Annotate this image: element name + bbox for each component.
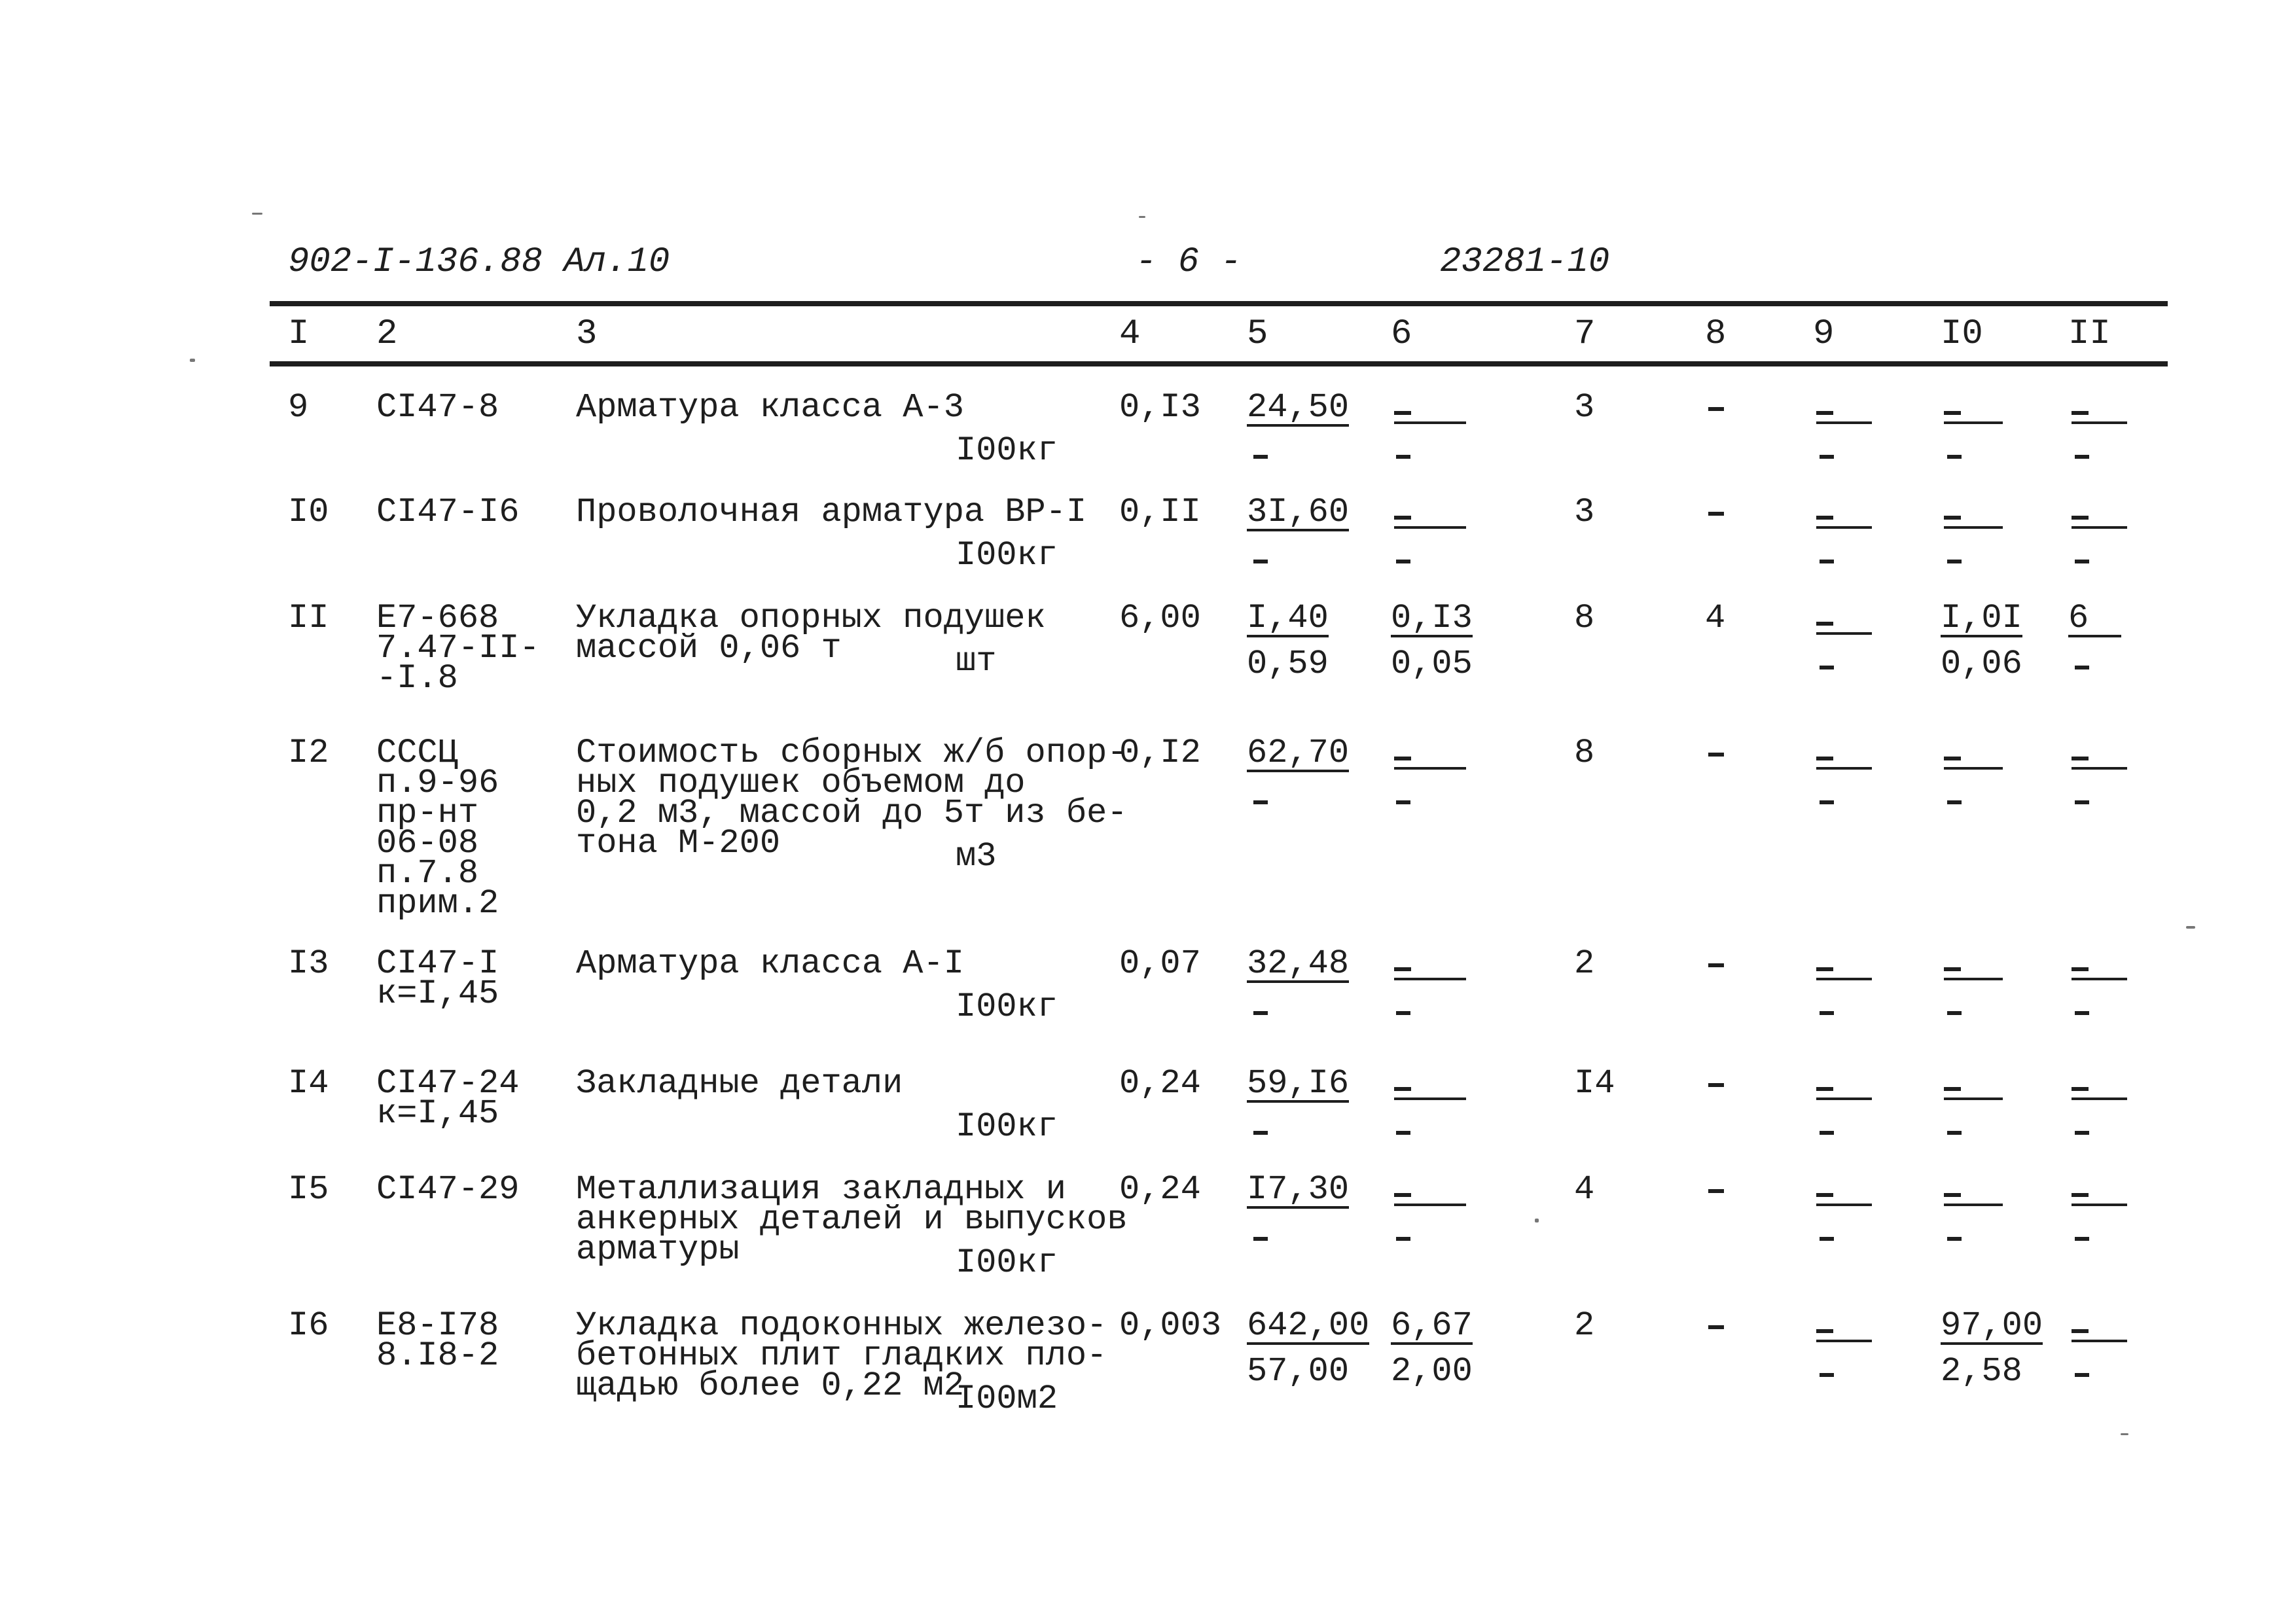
unit-cost-wages: 57,00: [1247, 1352, 1350, 1391]
empty-value-dash: [1253, 455, 1268, 459]
table-top-rule: [270, 301, 2168, 306]
empty-value-underline: [1394, 1097, 1466, 1100]
row-number: I0: [288, 493, 329, 531]
empty-value-dash: [1816, 1193, 1833, 1197]
work-description: [576, 734, 1128, 863]
empty-value-dash: [1947, 1237, 1962, 1241]
col-10-value: [1941, 1306, 2043, 1345]
work-description: [576, 493, 1087, 531]
unit-of-measure: I00кг: [956, 988, 1058, 1026]
unit-cost-total: I7,30: [1247, 1170, 1350, 1209]
quantity: 0,I3: [1119, 388, 1201, 427]
empty-value-dash: [1253, 1011, 1268, 1015]
document-code: 902-I-136.88 Ал.10: [288, 242, 670, 282]
empty-value-dash: [1820, 1237, 1834, 1241]
unit-cost-total: 59,I6: [1247, 1064, 1350, 1103]
empty-value-dash: [1708, 963, 1724, 967]
work-description-line: Арматура класса А-I: [576, 944, 964, 983]
norm-code-line: к=I,45: [376, 974, 499, 1013]
empty-value-dash: [2075, 1131, 2089, 1135]
empty-value-dash: [1708, 1325, 1724, 1329]
quantity: 0,003: [1119, 1306, 1222, 1345]
work-description-line: массой 0,06 т: [576, 629, 842, 668]
empty-value-dash: [1816, 1087, 1833, 1091]
empty-value-dash: [2072, 757, 2089, 760]
unit-of-measure: I00кг: [956, 1107, 1058, 1146]
column-header-4: 4: [1119, 314, 1141, 354]
empty-value-dash: [1820, 800, 1834, 804]
col-8-value: 4: [1705, 599, 1726, 637]
unit-cost-total: 642,00: [1247, 1306, 1370, 1345]
empty-value-dash: [2075, 1011, 2089, 1015]
empty-value-dash: [1394, 411, 1411, 415]
row-number: II: [288, 599, 329, 637]
col-7-value: 2: [1574, 1306, 1595, 1345]
empty-value-dash: [1708, 407, 1724, 411]
empty-value-dash: [2072, 1087, 2089, 1091]
empty-value-dash: [1253, 1237, 1268, 1241]
scan-speck: [252, 213, 262, 215]
empty-value-dash: [1394, 1193, 1411, 1197]
column-header-1: I: [288, 314, 310, 354]
work-description: [576, 1064, 903, 1103]
empty-value-dash: [1816, 967, 1833, 971]
empty-value-dash: [1396, 560, 1410, 563]
quantity: 0,II: [1119, 493, 1201, 531]
row-number: I6: [288, 1306, 329, 1345]
norm-code-line: прим.2: [376, 884, 499, 923]
col-10-total: I,0I: [1941, 599, 2022, 637]
empty-value-underline: [1944, 978, 2003, 980]
norm-code-line: CI47-24: [376, 1064, 520, 1103]
work-description-line: 0,2 м3, массой до 5т из бе-: [576, 794, 1128, 832]
norm-code-line: -I.8: [376, 659, 458, 698]
unit-cost: [1247, 388, 1350, 427]
unit-cost: [1247, 599, 1329, 637]
empty-value-underline: [1816, 767, 1872, 770]
unit-cost: [1247, 734, 1350, 772]
unit-cost: [1247, 944, 1350, 983]
unit-cost-total: 24,50: [1247, 388, 1350, 427]
empty-value-dash: [1944, 411, 1961, 415]
col-7-value: 4: [1574, 1170, 1595, 1209]
machine-cost-total: 0,I3: [1391, 599, 1473, 637]
empty-value-dash: [1947, 1131, 1962, 1135]
empty-value-dash: [1820, 1011, 1834, 1015]
empty-value-underline: [1394, 421, 1466, 424]
work-description-line: арматуры: [576, 1230, 740, 1269]
empty-value-dash: [2072, 411, 2089, 415]
quantity: 0,24: [1119, 1170, 1201, 1209]
work-description: [576, 388, 964, 427]
row-number: 9: [288, 388, 309, 427]
norm-code-line: пр-нт: [376, 794, 479, 832]
norm-code-line: CI47-I6: [376, 493, 520, 531]
work-description-line: щадью более 0,22 м2: [576, 1366, 964, 1405]
work-description-line: Проволочная арматура ВР-I: [576, 493, 1087, 531]
norm-code-line: E8-I78: [376, 1306, 499, 1345]
col-10-lower: 2,58: [1941, 1352, 2022, 1391]
column-header-10: I0: [1941, 314, 1983, 354]
norm-code: [376, 1306, 499, 1375]
empty-value-underline: [2072, 1340, 2127, 1342]
unit-cost-total: 32,48: [1247, 944, 1350, 983]
work-description-line: Металлизация закладных и: [576, 1170, 1066, 1209]
empty-value-dash: [1396, 1131, 1410, 1135]
empty-value-underline: [1816, 1340, 1872, 1342]
empty-value-underline: [2072, 421, 2127, 424]
work-description-line: Закладные детали: [576, 1064, 903, 1103]
column-header-6: 6: [1391, 314, 1412, 354]
empty-value-dash: [1820, 560, 1834, 563]
work-description-line: Укладка подоконных железо-: [576, 1306, 1107, 1345]
col-10-total: 97,00: [1941, 1306, 2043, 1345]
empty-value-dash: [1394, 1087, 1411, 1091]
empty-value-dash: [1820, 1373, 1834, 1377]
norm-code: [376, 388, 499, 427]
machine-cost-wages: 0,05: [1391, 645, 1473, 683]
quantity: 0,24: [1119, 1064, 1201, 1103]
empty-value-dash: [1944, 1087, 1961, 1091]
table-header-rule: [270, 361, 2168, 366]
empty-value-dash: [1816, 1329, 1833, 1333]
empty-value-underline: [1816, 632, 1872, 635]
col-11-value: [2068, 599, 2121, 637]
row-number: I2: [288, 734, 329, 772]
scan-speck: [2121, 1433, 2128, 1435]
unit-of-measure: I00кг: [956, 1243, 1058, 1282]
machine-cost: [1391, 1306, 1473, 1345]
empty-value-dash: [1396, 455, 1410, 459]
empty-value-underline: [1816, 526, 1872, 529]
column-header-9: 9: [1813, 314, 1835, 354]
col-7-value: 2: [1574, 944, 1595, 983]
work-description-line: ных подушек объемом до: [576, 764, 1026, 802]
col-7-value: 8: [1574, 599, 1595, 637]
row-number: I5: [288, 1170, 329, 1209]
scan-speck: [190, 359, 195, 362]
empty-value-dash: [1708, 1189, 1724, 1193]
empty-value-dash: [1944, 1193, 1961, 1197]
empty-value-dash: [1816, 411, 1833, 415]
empty-value-dash: [1253, 1131, 1268, 1135]
norm-code: [376, 734, 499, 923]
column-header-11: II: [2068, 314, 2111, 354]
empty-value-underline: [2072, 978, 2127, 980]
empty-value-underline: [1816, 978, 1872, 980]
norm-code: [376, 944, 499, 1013]
empty-value-dash: [1708, 512, 1724, 516]
empty-value-dash: [2075, 666, 2089, 669]
empty-value-dash: [1396, 800, 1410, 804]
unit-cost-total: I,40: [1247, 599, 1329, 637]
empty-value-underline: [1394, 767, 1466, 770]
machine-cost-wages: 2,00: [1391, 1352, 1473, 1391]
empty-value-dash: [1816, 757, 1833, 760]
norm-code-line: 8.I8-2: [376, 1336, 499, 1375]
col-11-total: 6: [2068, 603, 2121, 637]
empty-value-dash: [1947, 800, 1962, 804]
page-number: - 6 -: [1136, 242, 1242, 282]
empty-value-dash: [1394, 516, 1411, 520]
empty-value-underline: [1816, 421, 1872, 424]
unit-cost-total: 3I,60: [1247, 493, 1350, 531]
column-header-7: 7: [1574, 314, 1596, 354]
quantity: 0,07: [1119, 944, 1201, 983]
norm-code-line: 7.47-II-: [376, 629, 540, 668]
norm-code-line: CI47-29: [376, 1170, 520, 1209]
empty-value-underline: [1816, 1097, 1872, 1100]
empty-value-dash: [1944, 516, 1961, 520]
empty-value-dash: [1253, 560, 1268, 563]
empty-value-underline: [1394, 1204, 1466, 1206]
col-7-value: I4: [1574, 1064, 1615, 1103]
unit-cost: [1247, 1064, 1350, 1103]
quantity: 0,I2: [1119, 734, 1201, 772]
unit-of-measure: м3: [956, 837, 997, 876]
machine-cost: [1391, 599, 1473, 637]
norm-code-line: п.7.8: [376, 854, 479, 893]
norm-code: [376, 1170, 520, 1209]
empty-value-underline: [1944, 1097, 2003, 1100]
empty-value-dash: [1820, 455, 1834, 459]
empty-value-underline: [1944, 421, 2003, 424]
machine-cost-total: 6,67: [1391, 1306, 1473, 1345]
empty-value-underline: [1816, 1204, 1872, 1206]
norm-code-line: CI47-I: [376, 944, 499, 983]
norm-code-line: CI47-8: [376, 388, 499, 427]
empty-value-dash: [1820, 1131, 1834, 1135]
col-10-value: [1941, 599, 2022, 637]
quantity: 6,00: [1119, 599, 1201, 637]
empty-value-dash: [1396, 1011, 1410, 1015]
empty-value-dash: [1820, 666, 1834, 669]
column-header-8: 8: [1705, 314, 1727, 354]
empty-value-dash: [2075, 800, 2089, 804]
norm-code-line: 06-08: [376, 824, 479, 863]
empty-value-underline: [1944, 767, 2003, 770]
empty-value-dash: [2075, 1373, 2089, 1377]
scan-speck: [2186, 926, 2195, 929]
empty-value-underline: [1944, 526, 2003, 529]
empty-value-dash: [1944, 967, 1961, 971]
row-number: I3: [288, 944, 329, 983]
unit-cost-total: 62,70: [1247, 734, 1350, 772]
unit-cost: [1247, 1170, 1350, 1209]
empty-value-dash: [2075, 560, 2089, 563]
empty-value-dash: [1947, 455, 1962, 459]
empty-value-dash: [2072, 516, 2089, 520]
empty-value-dash: [1947, 560, 1962, 563]
empty-value-dash: [2075, 1237, 2089, 1241]
empty-value-dash: [2075, 455, 2089, 459]
inventory-number: 23281-10: [1440, 242, 1610, 282]
col-7-value: 3: [1574, 493, 1595, 531]
empty-value-underline: [1394, 978, 1466, 980]
column-header-5: 5: [1247, 314, 1268, 354]
col-7-value: 8: [1574, 734, 1595, 772]
empty-value-dash: [1816, 516, 1833, 520]
empty-value-dash: [1708, 753, 1724, 757]
empty-value-underline: [1944, 1204, 2003, 1206]
empty-value-underline: [2072, 526, 2127, 529]
work-description-line: Стоимость сборных ж/б опор-: [576, 734, 1128, 772]
work-description-line: тона М-200: [576, 824, 781, 863]
work-description-line: Укладка опорных подушек: [576, 599, 1046, 637]
scan-speck: [1535, 1219, 1539, 1222]
empty-value-underline: [2072, 1097, 2127, 1100]
row-number: I4: [288, 1064, 329, 1103]
empty-value-dash: [1253, 800, 1268, 804]
empty-value-dash: [1816, 622, 1833, 626]
col-7-value: 3: [1574, 388, 1595, 427]
work-description-line: анкерных деталей и выпусков: [576, 1200, 1128, 1239]
empty-value-dash: [1394, 757, 1411, 760]
scan-speck: [1139, 216, 1145, 218]
work-description: [576, 944, 964, 983]
unit-of-measure: шт: [956, 642, 997, 681]
norm-code-line: к=I,45: [376, 1094, 499, 1133]
column-header-2: 2: [376, 314, 398, 354]
norm-code: [376, 599, 540, 698]
col-10-lower: 0,06: [1941, 645, 2022, 683]
empty-value-dash: [2072, 1193, 2089, 1197]
norm-code-line: СССЦ: [376, 734, 458, 772]
empty-value-dash: [1394, 967, 1411, 971]
empty-value-underline: [2072, 1204, 2127, 1206]
empty-value-dash: [1396, 1237, 1410, 1241]
norm-code-line: п.9-96: [376, 764, 499, 802]
norm-code: [376, 493, 520, 531]
unit-of-measure: I00м2: [956, 1380, 1058, 1418]
unit-cost: [1247, 493, 1350, 531]
norm-code-line: E7-668: [376, 599, 499, 637]
work-description-line: бетонных плит гладких пло-: [576, 1336, 1107, 1375]
empty-value-dash: [1947, 1011, 1962, 1015]
column-header-3: 3: [576, 314, 598, 354]
unit-of-measure: I00кг: [956, 431, 1058, 470]
norm-code: [376, 1064, 520, 1133]
empty-value-dash: [2072, 1329, 2089, 1333]
unit-cost: [1247, 1306, 1370, 1345]
unit-of-measure: I00кг: [956, 536, 1058, 575]
empty-value-dash: [2072, 967, 2089, 971]
empty-value-underline: [1394, 526, 1466, 529]
empty-value-dash: [1944, 757, 1961, 760]
empty-value-dash: [1708, 1083, 1724, 1087]
work-description-line: Арматура класса А-3: [576, 388, 964, 427]
unit-cost-wages: 0,59: [1247, 645, 1329, 683]
empty-value-underline: [2072, 767, 2127, 770]
